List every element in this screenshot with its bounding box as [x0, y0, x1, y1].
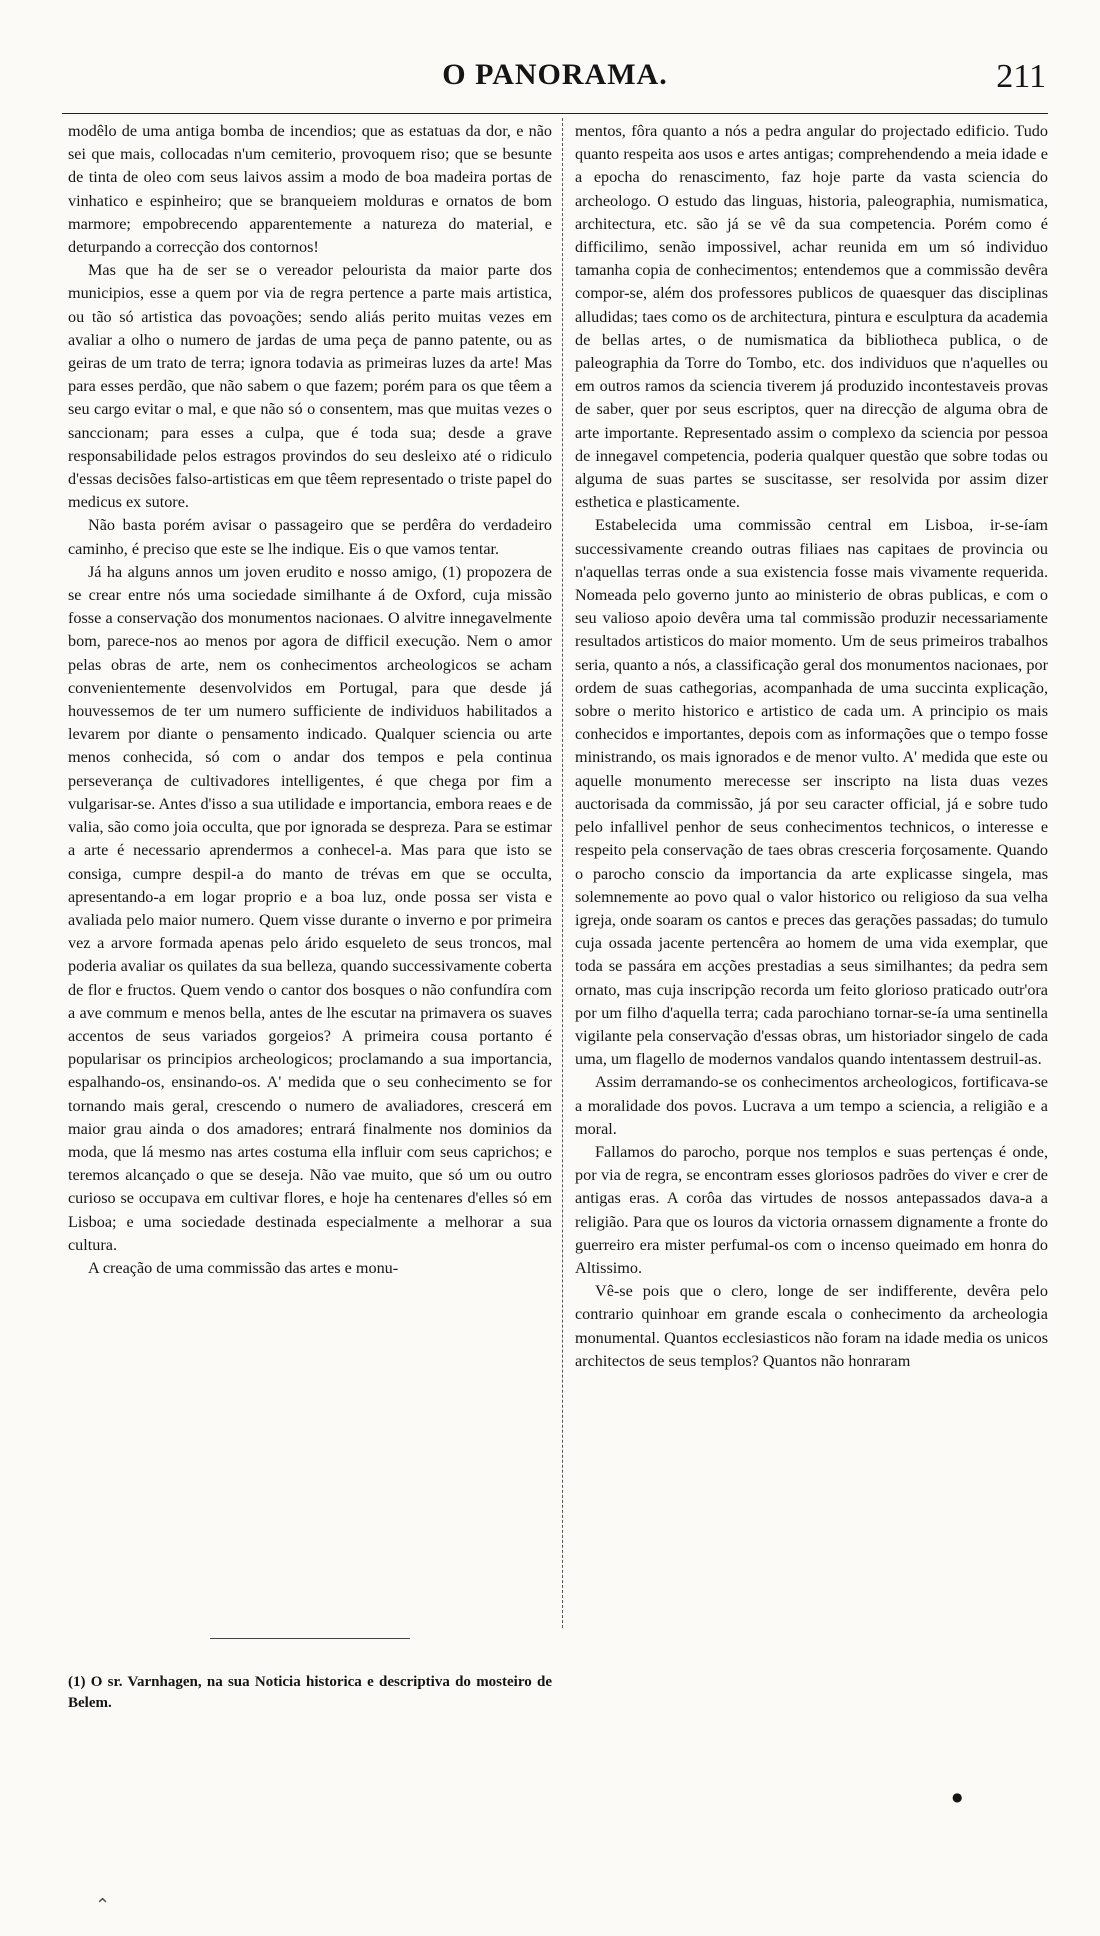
printer-mark: ●	[952, 1790, 963, 1804]
left-column	[68, 120, 552, 1280]
paragraph: A creação de uma commissão das artes e monu-	[88, 1258, 399, 1277]
column-divider	[562, 118, 563, 1628]
paragraph: mentos, fôra quanto a nós a pedra angular do projectado edificio. Tudo quanto respeita aos usos e artes antigas; comprehendendo a meia idade e a epocha do renascimento, faz hoje parte da vasta sciencia do archeologo. O estudo das linguas, historia, paleographia, numismatica, architectura, etc. são já se vê da sua competencia. Porém como é difficilimo, senão impossivel, achar reunida em um só individuo tamanha copia de conhecimentos; entendemos que a commissão devêra compor-se, além dos professores publicos de quaesquer das disciplinas alludidas; taes como os de architectura, pintura e esculptura da academia de bellas artes, o de numismatica da bibliotheca publica, o de paleographia da Torre do Tombo, etc. dos individuos que n'aquelles ou em outros ramos da sciencia tiverem já produzido incontestaveis provas de saber, quer por seus escriptos, quer na direcção de alguma obra de arte importante. Representado assim o complexo da sciencia por pessoa de innegavel competencia, poderia qualquer questão que sobre todas ou alguma de suas partes se suscitasse, ser resolvida por assim dizer esthetica e plasticamente.	[575, 122, 1048, 512]
journal-title: O PANORAMA.	[442, 58, 668, 91]
header-rule	[62, 113, 1048, 114]
page-header	[60, 52, 1050, 108]
paragraph: Vê-se pois que o clero, longe de ser indifferente, devêra pelo contrario quinhoar em grande escala o conhecimento da archeologia monumental. Quantos ecclesiasticos não foram na idade media os unicos architectos de seus templos? Quantos não honraram	[575, 1282, 1048, 1370]
ink-smudge: ⌃	[95, 1895, 111, 1916]
paragraph: Assim derramando-se os conhecimentos archeologicos, fortificava-se a moralidade dos povos. Lucrava a um tempo a sciencia, a religião e a moral.	[575, 1073, 1048, 1138]
footnote: (1) O sr. Varnhagen, na sua Noticia historica e descriptiva do mosteiro de Belem.	[68, 1674, 552, 1711]
paragraph: Estabelecida uma commissão central em Lisboa, ir-se-íam successivamente creando outras filiaes nas capitaes de provincia ou n'aquellas terras onde a sua existencia fosse mais vivamente requerida. Nomeada pelo governo junto ao ministerio de obras publicas, e com o seu valioso apoio devêra uma tal commissão produzir necessariamente resultados artisticos do maior momento. Um de seus primeiros trabalhos seria, quanto a nós, a classificação geral dos monumentos nacionaes, por ordem de suas cathegorias, acompanhada de uma succinta explicação, sobre o merito historico e artistico de cada um. A principio os mais conhecidos e importantes, depois com as informações que o tempo fosse ministrando, os mais ignorados e de menor vulto. A' medida que este ou aquelle monumento merecesse ser inscripto na lista duas vezes auctorisada da commissão, já por seu caracter official, já e sobre tudo pelo infallivel penhor de seus conhecimentos technicos, o interesse e respeito pela conservação de taes obras cresceria forçosamente. Quando o parocho conscio da importancia da arte explicasse singela, mas solemnemente ao povo qual o valor historico ou religioso da sua velha igreja, onde soaram os cantos e preces das gerações passadas; do tumulo cuja ossada jacente pertencêra ao homem de uma vida exemplar, que toda se passára em acções prestadias a seus similhantes; da pedra sem ornato, mas cuja inscripção recorda um feito glorioso praticado outr'ora por um filho d'aquella terra; cada parochiano tornar-se-ía uma sentinella vigilante pela conservação d'essas obras, um historiador singelo de cada uma, um flagello de modernos vandalos quando intentassem destruil-as.	[575, 516, 1048, 1069]
page-number: 211	[996, 58, 1046, 95]
paragraph: Já ha alguns annos um joven erudito e nosso amigo, (1) propozera de se crear entre nós uma sociedade similhante á de Oxford, cuja missão fosse a conservação dos monumentos nacionaes. O alvitre innegavelmente bom, parece-nos ao menos por agora de difficil execução. Nem o amor pelas obras de arte, nem os conhecimentos archeologicos se acham convenientemente desenvolvidos em Portugal, para que desde já houvessemos de ter um numero sufficiente de individuos habilitados a levarem por diante o pensamento indicado. Qualquer sciencia ou arte menos conhecida, só com o andar dos tempos e pela continua perseverança de cultivadores intelligentes, é que chega por fim a vulgarisar-se. Antes d'isso a sua utilidade e importancia, embora reaes e de valia, são como joia occulta, que por ignorada se despreza. Para se estimar a arte é necessario aprendermos a conhecel-a. Mas para que isto se consiga, cumpre despil-a do manto de trévas em que se occulta, apresentando-a em logar proprio e a boa luz, onde possa ser vista e avaliada pelo maior numero. Quem visse durante o inverno e por primeira vez a arvore formada apenas pelo árido esqueleto de seus troncos, mal poderia avaliar os quilates da sua belleza, quando successivamente coberta de flor e fructos. Quem vendo o cantor dos bosques o não confundíra com a ave commum e menos bella, antes de lhe escutar na primavera os suaves accentos de seus variados gorgeios? A primeira cousa portanto é popularisar os principios archeologicos; proclamando a sua importancia, espalhando-os, ensinando-os. A' medida que o seu conhecimento se for tornando mais geral, crescendo o numero de avaliadores, crescerá em maior grau ainda o dos amadores; entrará finalmente nos dominios da moda, que lá mesmo nas artes costuma ella influir com seus caprichos; e teremos alcançado o que se deseja. Não vae muito, que só um ou outro curioso se occupava em cultivar flores, e hoje ha centenares d'elles só em Lisboa; e uma sociedade destinada especialmente a melhorar a sua cultura.	[68, 562, 552, 1254]
footnote-rule	[210, 1638, 410, 1639]
paragraph: modêlo de uma antiga bomba de incendios; que as estatuas da dor, e não sei que mais, collocadas n'um cemiterio, provoquem riso; que se besunte de tinta de oleo com seus laivos assim a modo de boa madeira portas de vinhatico e espinheiro; que se branqueiem molduras e ornatos de bom marmore; empobrecendo apparentemente a natureza do material, e deturpando a correcção dos contornos!	[68, 122, 552, 257]
paragraph: Não basta porém avisar o passageiro que se perdêra do verdadeiro caminho, é preciso que este se lhe indique. Eis o que vamos tentar.	[68, 516, 552, 558]
right-column	[575, 120, 1048, 1373]
paragraph: Fallamos do parocho, porque nos templos e suas pertenças é onde, por via de regra, se encontram esses gloriosos padrões do viver e crer de antigas eras. A corôa das virtudes de nossos antepassados dava-a a religião. Para que os louros da victoria ornassem dignamente a fronte do guerreiro era mister perfumal-os com o incenso queimado em honra do Altissimo.	[575, 1142, 1048, 1277]
paragraph: Mas que ha de ser se o vereador pelourista da maior parte dos municipios, esse a quem por via de regra pertence a parte mais artistica, ou tão só artistica das povoações; sendo aliás perito muitas vezes em avaliar a olho o numero de jardas de uma peça de panno patente, ou as geiras de um trato de terra; ignora todavia as primeiras luzes da arte! Mas para esses perdão, que não sabem o que fazem; porém para os que têem a seu cargo evitar o mal, e que não só o consentem, mas que muitas vezes o sanccionam; para esses a culpa, que é toda sua; desde a grave responsabilidade pelos estragos provindos do seu desleixo até o ridiculo d'essas decisões falso-artisticas em que têem representado o triste papel do medicus ex sutore.	[68, 261, 552, 512]
